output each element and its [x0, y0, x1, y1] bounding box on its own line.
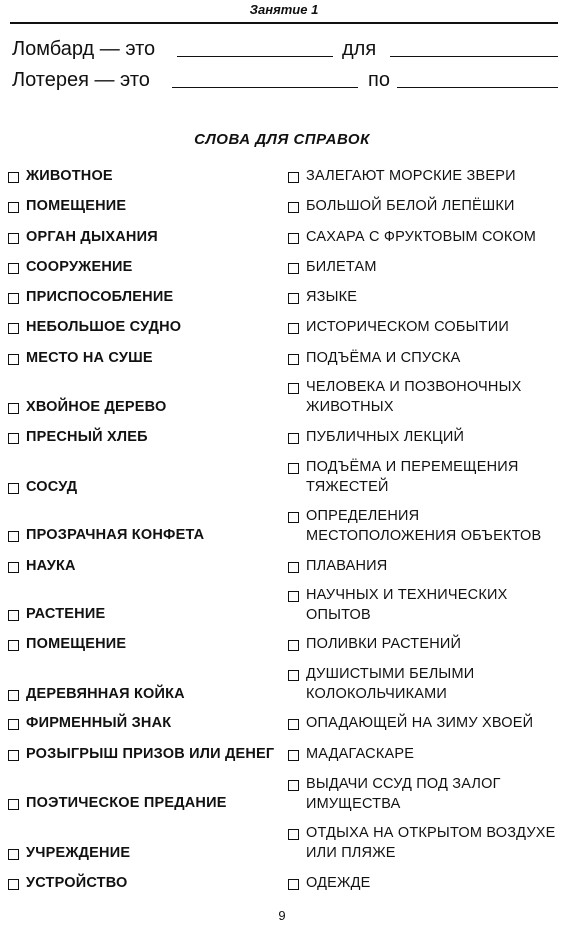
- definition-line-lombard: [12, 34, 560, 64]
- right-word-label: ПОДЪЁМА И ПЕРЕМЕЩЕНИЯ ТЯЖЕСТЕЙ: [306, 459, 519, 495]
- checkbox[interactable]: [288, 750, 299, 761]
- checkbox[interactable]: [8, 799, 19, 810]
- checkbox[interactable]: [288, 879, 299, 890]
- checkbox[interactable]: [288, 562, 299, 573]
- checkbox[interactable]: [8, 719, 19, 730]
- right-word-label: ВЫДАЧИ ССУД ПОД ЗАЛОГ ИМУЩЕСТВА: [306, 776, 501, 812]
- checkbox[interactable]: [8, 172, 19, 183]
- section-title: СЛОВА ДЛЯ СПРАВОК: [194, 131, 370, 148]
- checkbox[interactable]: [8, 433, 19, 444]
- right-word-item: [288, 349, 560, 369]
- left-word-label: ПРИСПОСОБЛЕНИЕ: [26, 289, 174, 305]
- right-word-label: ИСТОРИЧЕСКОМ СОБЫТИИ: [306, 319, 509, 335]
- left-word-item: [8, 605, 278, 624]
- definition-line-loterea: [12, 65, 560, 95]
- left-word-label: ПОМЕЩЕНИЕ: [26, 636, 127, 652]
- right-word-label: ЧЕЛОВЕКА И ПОЗВОНОЧНЫХ ЖИВОТНЫХ: [306, 379, 522, 415]
- left-word-item: [8, 478, 278, 497]
- checkbox[interactable]: [8, 202, 19, 213]
- right-word-item: [288, 167, 560, 187]
- checkbox[interactable]: [8, 483, 19, 494]
- checkbox[interactable]: [8, 750, 19, 761]
- right-word-item: [288, 665, 560, 704]
- right-word-label: САХАРА С ФРУКТОВЫМ СОКОМ: [306, 229, 537, 245]
- left-word-item: [8, 844, 278, 863]
- right-word-item: [288, 824, 560, 863]
- left-word-item: [8, 557, 278, 576]
- right-word-label: ПЛАВАНИЯ: [306, 558, 388, 574]
- answer-blank[interactable]: [397, 87, 558, 88]
- left-word-label: НЕБОЛЬШОЕ СУДНО: [26, 319, 182, 335]
- left-word-label: РОЗЫГРЫШ ПРИЗОВ ИЛИ ДЕНЕГ: [26, 746, 275, 762]
- left-word-item: [8, 428, 278, 447]
- definition-connector: по: [368, 69, 390, 91]
- checkbox[interactable]: [288, 354, 299, 365]
- left-word-label: УСТРОЙСТВО: [26, 875, 128, 891]
- checkbox[interactable]: [288, 670, 299, 681]
- right-word-label: БОЛЬШОЙ БЕЛОЙ ЛЕПЁШКИ: [306, 198, 515, 214]
- lesson-title: Занятие 1: [249, 2, 319, 17]
- right-word-item: [288, 557, 560, 577]
- left-word-label: ПОЭТИЧЕСКОЕ ПРЕДАНИЕ: [26, 795, 227, 811]
- left-word-label: ХВОЙНОЕ ДЕРЕВО: [26, 399, 167, 415]
- right-word-label: ОПРЕДЕЛЕНИЯ МЕСТОПОЛОЖЕНИЯ ОБЪЕКТОВ: [306, 508, 542, 544]
- right-word-label: ДУШИСТЫМИ БЕЛЫМИ КОЛОКОЛЬЧИКАМИ: [306, 666, 475, 702]
- left-word-label: МЕСТО НА СУШЕ: [26, 350, 153, 366]
- right-word-item: [288, 714, 560, 734]
- left-word-label: НАУКА: [26, 558, 76, 574]
- checkbox[interactable]: [288, 383, 299, 394]
- checkbox[interactable]: [8, 610, 19, 621]
- checkbox[interactable]: [288, 463, 299, 474]
- left-word-label: ПРЕСНЫЙ ХЛЕБ: [26, 429, 148, 445]
- right-word-item: [288, 874, 560, 894]
- right-word-item: [288, 635, 560, 655]
- checkbox[interactable]: [288, 640, 299, 651]
- checkbox[interactable]: [288, 719, 299, 730]
- checkbox[interactable]: [288, 172, 299, 183]
- checkbox[interactable]: [288, 233, 299, 244]
- right-word-label: ЗАЛЕГАЮТ МОРСКИЕ ЗВЕРИ: [306, 168, 516, 184]
- left-word-item: [8, 874, 278, 893]
- left-word-label: УЧРЕЖДЕНИЕ: [26, 845, 131, 861]
- right-word-item: [288, 458, 560, 497]
- answer-blank[interactable]: [177, 56, 333, 57]
- left-word-item: [8, 318, 278, 337]
- right-word-item: [288, 428, 560, 448]
- right-word-label: ПОДЪЁМА И СПУСКА: [306, 350, 461, 366]
- checkbox[interactable]: [288, 263, 299, 274]
- checkbox[interactable]: [8, 562, 19, 573]
- left-word-item: [8, 349, 278, 368]
- right-word-label: ПОЛИВКИ РАСТЕНИЙ: [306, 636, 462, 652]
- left-word-item: [8, 258, 278, 277]
- left-word-label: ОРГАН ДЫХАНИЯ: [26, 229, 158, 245]
- right-word-item: [288, 258, 560, 278]
- lesson-header: [10, 0, 558, 24]
- checkbox[interactable]: [8, 690, 19, 701]
- checkbox[interactable]: [8, 531, 19, 542]
- right-word-item: [288, 318, 560, 338]
- right-word-label: БИЛЕТАМ: [306, 259, 377, 275]
- right-word-item: [288, 507, 560, 546]
- left-word-item: [8, 228, 278, 247]
- right-word-label: ПУБЛИЧНЫХ ЛЕКЦИЙ: [306, 429, 465, 445]
- left-word-item: [8, 714, 278, 733]
- left-word-item: [8, 167, 278, 186]
- right-word-item: [288, 745, 560, 765]
- right-word-label: ЯЗЫКЕ: [306, 289, 358, 305]
- checkbox[interactable]: [288, 512, 299, 523]
- left-word-label: СОСУД: [26, 479, 78, 495]
- definition-term: Ломбард — это: [12, 38, 156, 60]
- checkbox[interactable]: [8, 233, 19, 244]
- right-word-item: [288, 197, 560, 217]
- page-number: 9: [278, 908, 286, 923]
- checkbox[interactable]: [288, 829, 299, 840]
- right-word-item: [288, 228, 560, 248]
- right-word-label: НАУЧНЫХ И ТЕХНИЧЕСКИХ ОПЫТОВ: [306, 587, 508, 623]
- checkbox[interactable]: [8, 403, 19, 414]
- checkbox[interactable]: [288, 433, 299, 444]
- checkbox[interactable]: [288, 202, 299, 213]
- left-word-item: [8, 794, 278, 813]
- left-word-item: [8, 635, 278, 654]
- left-word-item: [8, 526, 278, 545]
- checkbox[interactable]: [8, 849, 19, 860]
- right-word-item: [288, 586, 560, 625]
- left-word-item: [8, 745, 278, 764]
- right-word-item: [288, 378, 560, 417]
- right-word-item: [288, 288, 560, 308]
- right-word-label: ОДЕЖДЕ: [306, 875, 371, 891]
- checkbox[interactable]: [8, 293, 19, 304]
- left-word-item: [8, 685, 278, 704]
- left-word-label: ПОМЕЩЕНИЕ: [26, 198, 127, 214]
- left-word-label: РАСТЕНИЕ: [26, 606, 106, 622]
- checkbox[interactable]: [288, 293, 299, 304]
- left-word-label: ПРОЗРАЧНАЯ КОНФЕТА: [26, 527, 205, 543]
- checkbox[interactable]: [288, 323, 299, 334]
- right-word-item: [288, 775, 560, 814]
- left-word-label: ФИРМЕННЫЙ ЗНАК: [26, 715, 172, 731]
- checkbox[interactable]: [8, 323, 19, 334]
- right-word-label: МАДАГАСКАРЕ: [306, 746, 415, 762]
- checkbox[interactable]: [288, 591, 299, 602]
- checkbox[interactable]: [8, 263, 19, 274]
- right-word-label: ОТДЫХА НА ОТКРЫТОМ ВОЗДУХЕ ИЛИ ПЛЯЖЕ: [306, 825, 556, 861]
- answer-blank[interactable]: [172, 87, 358, 88]
- left-word-item: [8, 197, 278, 216]
- checkbox[interactable]: [8, 879, 19, 890]
- right-word-label: ОПАДАЮЩЕЙ НА ЗИМУ ХВОЕЙ: [306, 715, 534, 731]
- checkbox[interactable]: [288, 780, 299, 791]
- left-word-item: [8, 288, 278, 307]
- definition-term: Лотерея — это: [12, 69, 150, 91]
- left-word-label: СООРУЖЕНИЕ: [26, 259, 133, 275]
- definition-connector: для: [342, 38, 377, 60]
- left-word-label: ЖИВОТНОЕ: [26, 168, 113, 184]
- left-word-item: [8, 398, 278, 417]
- left-word-label: ДЕРЕВЯННАЯ КОЙКА: [26, 686, 185, 702]
- checkbox[interactable]: [8, 354, 19, 365]
- answer-blank[interactable]: [390, 56, 558, 57]
- checkbox[interactable]: [8, 640, 19, 651]
